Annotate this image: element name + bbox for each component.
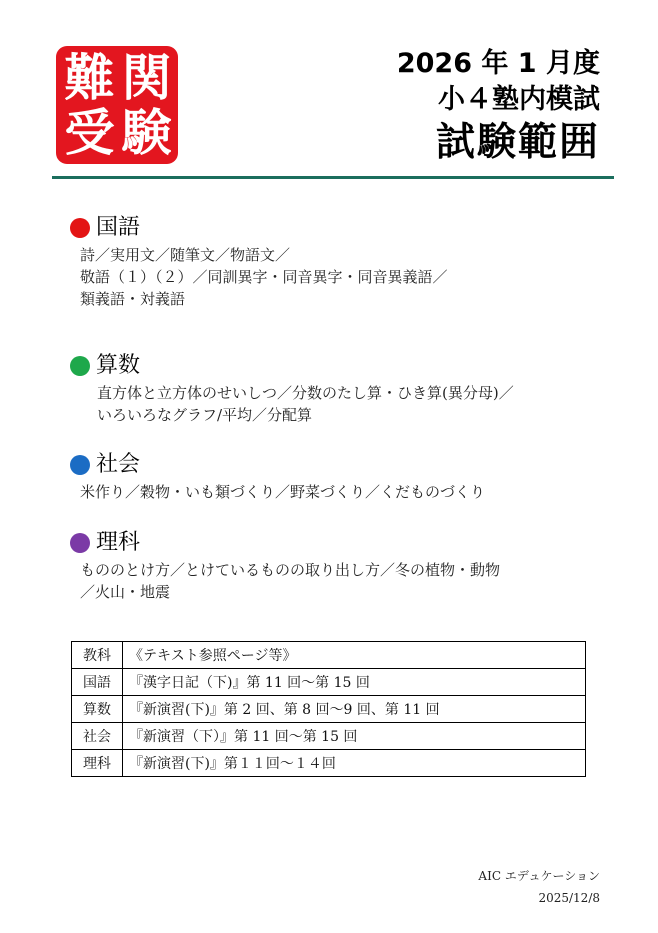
section-heading	[70, 529, 500, 557]
range-cell: 『漢字日記（下)』第 11 回～第 15 回	[123, 669, 586, 696]
section-body	[70, 481, 485, 503]
footer	[478, 865, 600, 909]
section-heading	[70, 451, 485, 479]
brand-logo	[56, 46, 178, 164]
section-math	[70, 352, 514, 426]
company-name: AIC エデュケーション	[478, 869, 600, 883]
subject-cell: 算数	[72, 696, 123, 723]
topic-line: もののとけ方／とけているものの取り出し方／冬の植物・動物	[80, 561, 501, 579]
bullet-dot-icon	[70, 455, 90, 475]
topic-line: いろいろなグラフ/平均／分配算	[97, 406, 313, 424]
bullet-dot-icon	[70, 533, 90, 553]
table-row	[72, 696, 586, 723]
section-title: 社会	[96, 452, 141, 477]
title-term: 2026 年 1 月度	[396, 48, 600, 79]
section-heading	[70, 214, 448, 242]
section-japanese	[70, 214, 448, 310]
title-scope: 試験範囲	[435, 120, 600, 165]
topic-line: 直方体と立方体のせいしつ／分数のたし算・ひき算(異分母)／	[97, 384, 514, 402]
subject-cell: 社会	[72, 723, 123, 750]
logo-char: 難	[64, 48, 113, 107]
section-title: 理科	[96, 530, 141, 555]
section-title: 算数	[96, 353, 141, 378]
bullet-dot-icon	[70, 356, 90, 376]
bullet-dot-icon	[70, 218, 90, 238]
section-science	[70, 529, 500, 603]
subject-cell: 理科	[72, 750, 123, 777]
topic-line: 類義語・対義語	[80, 290, 186, 308]
table-row	[72, 723, 586, 750]
range-cell: 《テキスト参照ページ等》	[123, 642, 586, 669]
text-reference-table	[71, 641, 586, 777]
logo-char: 関	[121, 48, 170, 107]
section-heading	[70, 352, 514, 380]
range-cell: 『新演習（下）』第 11 回～第 15 回	[123, 723, 586, 750]
title-exam: 小４塾内模試	[438, 84, 600, 115]
topic-line: 米作り／穀物・いも類づくり／野菜づくり／くだものづくり	[80, 483, 486, 501]
document-title	[397, 46, 600, 168]
logo-char: 受	[64, 103, 113, 162]
topic-line: 敬語（１）（２）／同訓異字・同音異字・同音異義語／	[80, 268, 448, 286]
table-row	[72, 669, 586, 696]
header-divider	[52, 176, 614, 179]
range-cell: 『新演習(下)』第１１回～１４回	[123, 750, 586, 777]
topic-line: ／火山・地震	[80, 583, 171, 601]
section-social-studies	[70, 451, 485, 503]
topic-line: 詩／実用文／随筆文／物語文／	[80, 246, 291, 264]
range-cell: 『新演習(下)』第 2 回、第 8 回～9 回、第 11 回	[123, 696, 586, 723]
section-title: 国語	[96, 215, 141, 240]
logo-char: 験	[121, 103, 170, 162]
section-body	[70, 382, 514, 426]
section-body	[70, 559, 500, 603]
table-header-row	[72, 642, 586, 669]
section-body	[70, 244, 448, 310]
subject-cell: 国語	[72, 669, 123, 696]
issue-date: 2025/12/8	[538, 891, 600, 905]
table-row	[72, 750, 586, 777]
subject-cell: 教科	[72, 642, 123, 669]
